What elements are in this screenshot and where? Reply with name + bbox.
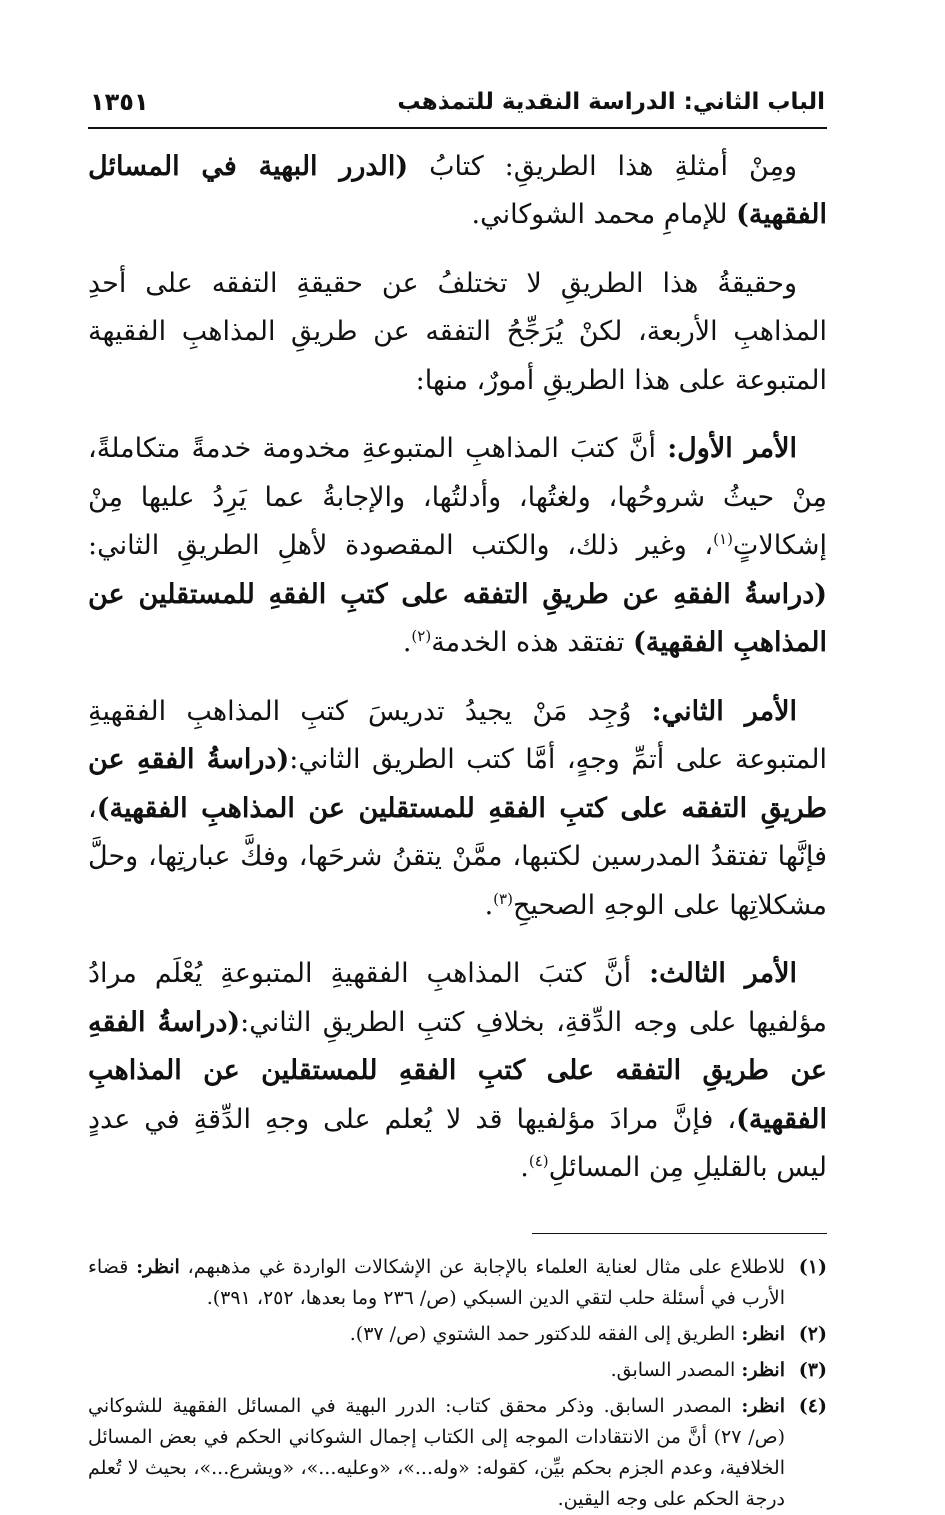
paragraph-2 bbox=[88, 260, 827, 406]
paragraph-text: أنَّ كتبَ المذاهبِ الفقهيةِ المتبوعةِ يُعْلَم مرادُ مؤلفيها على وجه الدِّقةِ، بخلافِ كتبِ الطريقِ الثاني: bbox=[88, 958, 827, 1038]
point-label: الأمر الثالث: bbox=[649, 958, 797, 990]
paragraph-1 bbox=[88, 143, 827, 240]
footnote-see: انظر: bbox=[741, 1322, 785, 1345]
book-title: (الدرر البهية في المسائل الفقهية) bbox=[88, 150, 827, 231]
footnote-ref[interactable]: (٣) bbox=[493, 889, 513, 908]
paragraph-4 bbox=[88, 688, 827, 931]
footnote-2 bbox=[88, 1319, 827, 1350]
footnote-see: انظر: bbox=[741, 1358, 785, 1381]
footnote-number: (٣) bbox=[798, 1358, 827, 1381]
footnotes bbox=[88, 1252, 827, 1515]
footnote-ref[interactable]: (١) bbox=[713, 530, 733, 549]
paragraph-5 bbox=[88, 950, 827, 1193]
footnote-ref[interactable]: (٢) bbox=[411, 627, 432, 646]
footnote-text-part: للاطلاع على مثال لعناية العلماء بالإجابة عن الإشكالات الواردة غي مذهبهم، bbox=[179, 1255, 785, 1278]
footnote-text bbox=[88, 1252, 785, 1314]
paragraph-text: . bbox=[484, 889, 494, 921]
footnote-number: (١) bbox=[798, 1255, 827, 1278]
paragraph-text: أنَّ كتبَ المذاهبِ المتبوعةِ مخدومة خدمةً متكاملةً، مِنْ حيثُ شروحُها، ولغتُها، وأدلتُها، والإجابةُ عما يَرِدُ عليها مِنْ إشكالاتٍ bbox=[88, 433, 827, 562]
point-label: الأمر الثاني: bbox=[651, 695, 798, 727]
bold-phrase: (دراسةُ الفقهِ عن طريقِ التفقه على كتبِ الفقهِ للمستقلين عن المذاهبِ الفقهية) bbox=[88, 744, 827, 824]
footnote-text-part: الطريق إلى الفقه للدكتور حمد الشتوي (ص/ ٣٧). bbox=[349, 1322, 742, 1345]
footnote-3 bbox=[88, 1355, 827, 1386]
footnote-4 bbox=[88, 1391, 827, 1515]
footnote-see: انظر: bbox=[741, 1394, 785, 1417]
bold-phrase: (دراسةُ الفقهِ عن طريقِ التفقه على كتبِ الفقهِ للمستقلين عن المذاهبِ الفقهية) bbox=[88, 578, 827, 659]
footnote-divider bbox=[532, 1233, 827, 1234]
bold-phrase: (دراسةُ الفقهِ عن طريقِ التفقه على كتبِ الفقهِ للمستقلين عن المذاهبِ الفقهية) bbox=[88, 1006, 827, 1135]
footnote-text-part: المصدر السابق. وذكر محقق كتاب: الدرر البهية في المسائل الفقهية للشوكاني (ص/ ٢٧) أنَّ من الانتقادات الموجه إلى الكتاب إجمال الشوكاني الحكم في بعض المسائل الخلافية، وعدم الجزم بحكم بيِّن، كقوله: «وله...»، «وعليه...»، «ويشرع...»، بحيث لا تُعلم درجة الحكم على وجه اليقين. bbox=[88, 1394, 785, 1510]
main-text bbox=[88, 143, 827, 1193]
paragraph-text: ، فإنَّها تفتقدُ المدرسين لكتبها، ممَّنْ يتقنُ شرحَها، وفكَّ عبارتِها، وحلَّ مشكلاتِها على الوجهِ الصحيحِ bbox=[88, 792, 827, 921]
paragraph-text: ومِنْ أمثلةِ هذا الطريقِ: كتابُ bbox=[408, 150, 797, 182]
footnote-1 bbox=[88, 1252, 827, 1314]
footnote-number: (٢) bbox=[798, 1322, 827, 1345]
paragraph-text: وُجِد مَنْ يجيدُ تدريسَ كتبِ المذاهبِ الفقهيةِ المتبوعة على أتمِّ وجهٍ، أمَّا كتب الطريق الثاني: bbox=[88, 695, 827, 776]
paragraph-text: . bbox=[520, 1152, 529, 1184]
paragraph-text: ، وغير ذلك، والكتب المقصودة لأهلِ الطريقِ الثاني: bbox=[88, 530, 714, 562]
footnote-see: انظر: bbox=[136, 1255, 180, 1278]
point-label: الأمر الأول: bbox=[667, 433, 797, 465]
footnote-text bbox=[88, 1391, 785, 1515]
page-number: ١٣٥١ bbox=[90, 88, 149, 116]
running-title: الباب الثاني: الدراسة النقدية للتمذهب bbox=[397, 89, 825, 116]
paragraph-text: . bbox=[402, 627, 412, 659]
paragraph-text: للإمامِ محمد الشوكاني. bbox=[471, 199, 737, 231]
footnote-text-part: المصدر السابق. bbox=[610, 1358, 742, 1381]
footnote-text bbox=[88, 1355, 785, 1386]
paragraph-text: وحقيقةُ هذا الطريقِ لا تختلفُ عن حقيقةِ التفقه على أحدِ المذاهبِ الأربعة، لكنْ يُرَجِّحُ التفقه عن طريقِ المذاهبِ الفقيهة المتبوعة على هذا الطريقِ أمورٌ، منها: bbox=[88, 267, 827, 396]
footnote-ref[interactable]: (٤) bbox=[528, 1152, 549, 1171]
paragraph-3 bbox=[88, 425, 827, 668]
footnote-number: (٤) bbox=[798, 1394, 827, 1417]
paragraph-text: تفتقد هذه الخدمة bbox=[431, 627, 633, 659]
footnote-text-part: قضاء الأرب في أسئلة حلب لتقي الدين السبكي (ص/ ٢٣٦ وما بعدها، ٢٥٢، ٣٩١). bbox=[88, 1255, 785, 1309]
page-header bbox=[88, 88, 827, 129]
paragraph-text: ، فإنَّ مرادَ مؤلفيها قد لا يُعلم على وجهِ الدِّقةِ في عددٍ ليس بالقليلِ مِن المسائلِ bbox=[88, 1103, 827, 1184]
footnote-text bbox=[88, 1319, 785, 1350]
